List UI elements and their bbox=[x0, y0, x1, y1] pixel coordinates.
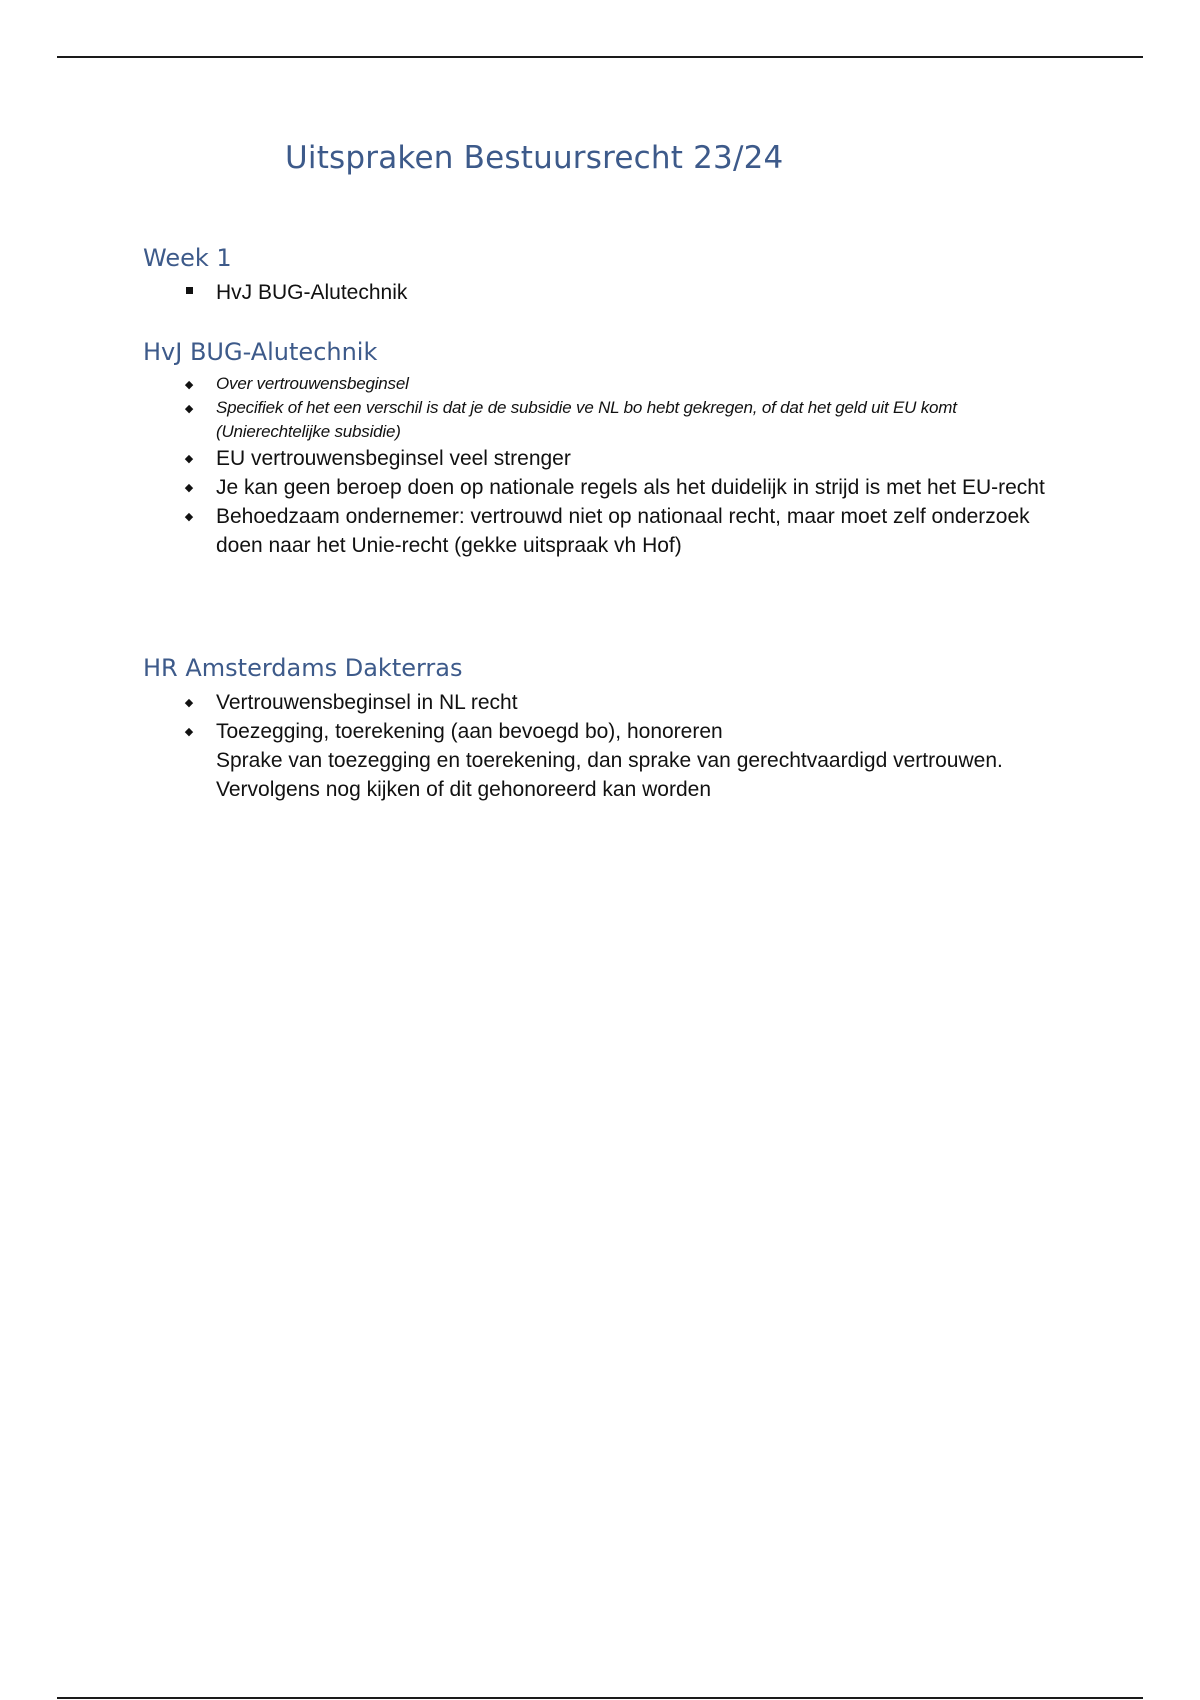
list-item bbox=[143, 396, 1063, 444]
section-heading-hr: HR Amsterdams Dakterras bbox=[143, 654, 463, 682]
diamond-bullet-icon bbox=[182, 717, 196, 747]
list-item-text: Je kan geen beroep doen op nationale regels als het duidelijk in strijd is met het EU-recht bbox=[216, 476, 1045, 499]
hvj-list bbox=[143, 372, 1063, 560]
list-item bbox=[143, 717, 1063, 804]
list-item bbox=[143, 278, 1063, 307]
list-item-text: Over vertrouwensbeginsel bbox=[216, 374, 409, 393]
list-item bbox=[143, 372, 1063, 396]
diamond-bullet-icon bbox=[182, 688, 196, 718]
header-rule bbox=[57, 56, 1143, 58]
week-1-list bbox=[143, 278, 1063, 307]
section-hvj-bug-alutechnik bbox=[143, 336, 1063, 560]
hr-list bbox=[143, 688, 1063, 804]
document-title: Uitspraken Bestuursrecht 23/24 bbox=[285, 140, 784, 176]
diamond-bullet-icon bbox=[182, 396, 196, 421]
list-item bbox=[143, 688, 1063, 717]
list-item-text: EU vertrouwensbeginsel veel strenger bbox=[216, 447, 571, 470]
list-item-text: Vertrouwensbeginsel in NL recht bbox=[216, 691, 518, 714]
list-item bbox=[143, 444, 1063, 473]
section-hr-amsterdams-dakterras bbox=[143, 652, 1063, 804]
diamond-bullet-icon bbox=[182, 444, 196, 474]
square-bullet-icon bbox=[182, 278, 196, 307]
list-item-continuation: Sprake van toezegging en toerekening, dan sprake van gerechtvaardigd vertrouwen. Vervolgens nog kijken of dit gehonoreerd kan worden bbox=[216, 749, 1003, 801]
list-item-text: Specifiek of het een verschil is dat je de subsidie ve NL bo hebt gekregen, of dat het geld uit EU komt (Unierechtelijke subsidie) bbox=[216, 398, 957, 441]
footer-rule bbox=[57, 1697, 1143, 1699]
diamond-bullet-icon bbox=[182, 502, 196, 532]
list-item-text: Behoedzaam ondernemer: vertrouwd niet op nationaal recht, maar moet zelf onderzoek doen naar het Unie-recht (gekke uitspraak vh Hof) bbox=[216, 505, 1030, 557]
diamond-bullet-icon bbox=[182, 372, 196, 397]
section-heading-week-1: Week 1 bbox=[143, 244, 232, 272]
section-heading-hvj: HvJ BUG-Alutechnik bbox=[143, 338, 378, 366]
list-item bbox=[143, 473, 1063, 502]
list-item bbox=[143, 502, 1063, 560]
diamond-bullet-icon bbox=[182, 473, 196, 503]
list-item-text: Toezegging, toerekening (aan bevoegd bo), honoreren bbox=[216, 720, 723, 743]
list-item-text: HvJ BUG-Alutechnik bbox=[216, 281, 408, 304]
section-week-1 bbox=[143, 242, 1063, 307]
